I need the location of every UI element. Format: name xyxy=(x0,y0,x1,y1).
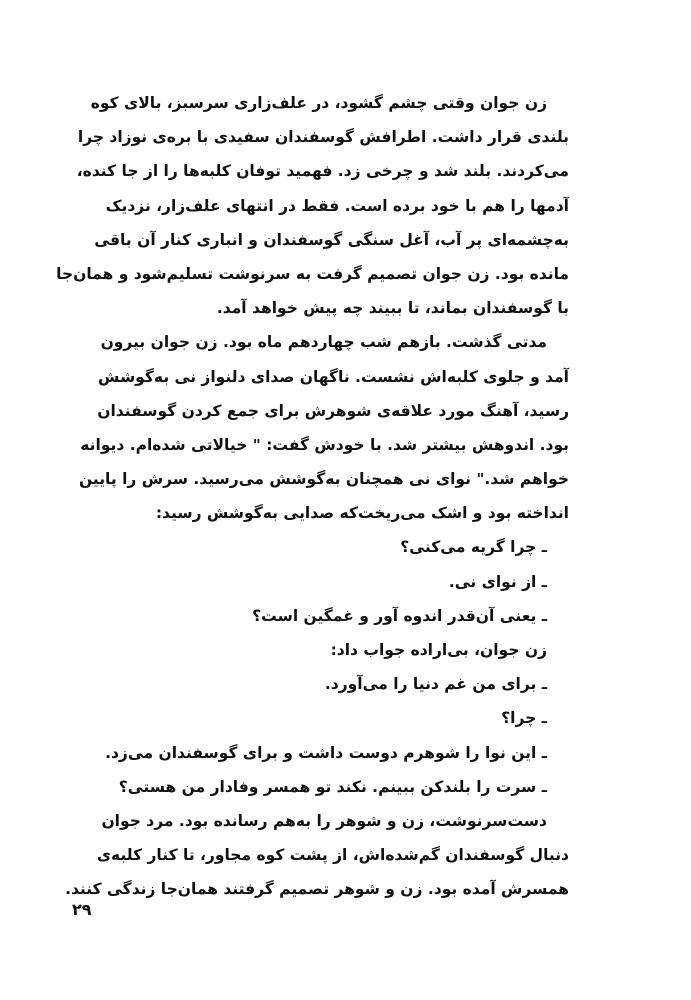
page-number: ۲۹ xyxy=(72,900,92,919)
text-line: همسرش آمده بود. زن و شوهر تصمیم گرفتند همان‌جا زندگی کنند. xyxy=(65,880,569,899)
text-line: زن جوان، بی‌اراده جواب داد: xyxy=(330,641,547,659)
dialogue-line: ـ این نوا را شوهرم دوست داشت و برای گوسفندان می‌زد. xyxy=(105,743,547,762)
text-line: رسید، آهنگ مورد علاقه‌ی شوهرش برای جمع کردن گوسفندان xyxy=(97,401,569,420)
text-line: خواهم شد." نوای نی همچنان به‌گوشش می‌رسید. سرش را پایین xyxy=(78,470,569,489)
dialogue-line: ـ یعنی آن‌قدر اندوه آور و غمگین است؟ xyxy=(252,606,547,625)
text-line: به‌چشمه‌ای پر آب، آغل سنگی گوسفندان و انباری کنار آن باقی xyxy=(94,230,569,249)
text-line: دنبال گوسفندان گم‌شده‌اش، از پشت کوه مجاور، تا کنار کلبه‌ی xyxy=(96,846,569,865)
text-line: بلندی قرار داشت. اطرافش گوسفندان سفیدی با بره‌ی نوزاد چرا xyxy=(77,128,569,147)
text-line: بود. اندوهش بیشتر شد. با خودش گفت: " خیالاتی شده‌ام. دیوانه xyxy=(80,435,569,454)
dialogue-line: ـ برای من غم دنیا را می‌آورد. xyxy=(324,675,547,694)
text-line: آمد و جلوی کلبه‌اش نشست. ناگهان صدای دلنواز نی به‌گوشش xyxy=(98,367,569,386)
text-line: زن جوان وقتی چشم گشود، در علف‌زاری سرسبز، بالای کوه xyxy=(90,94,547,112)
text-line: با گوسفندان بماند، تا ببیند چه پیش خواهد آمد. xyxy=(216,299,569,318)
text-line: مانده بود. زن جوان تصمیم گرفت به سرنوشت تسلیم‌شود و همان‌جا xyxy=(56,264,569,283)
text-line: دست‌سرنوشت، زن و شوهر را به‌هم رسانده بود. مرد جوان xyxy=(101,811,547,830)
dialogue-line: ـ سرت را بلندکن ببینم. نکند تو همسر وفادار من هستی؟ xyxy=(118,777,547,796)
dialogue-line: ـ چرا گریه می‌کنی؟ xyxy=(400,538,547,557)
text-line: می‌کردند. بلند شد و چرخی زد. فهمید توفان کلبه‌ها را از جا کنده، xyxy=(76,162,569,181)
text-line: آدمها را هم با خود برده است. فقط در انتهای علف‌زار، نزدیک xyxy=(105,196,569,215)
text-line: انداخته بود و اشک می‌ریخت‌که صدایی به‌گوشش رسید: xyxy=(155,504,569,523)
dialogue-line: ـ از نوای نی. xyxy=(448,572,547,591)
story-text xyxy=(56,86,569,907)
dialogue-line: ـ چرا؟ xyxy=(501,709,547,728)
text-line: مدتی گذشت. بازهم شب چهاردهم ماه بود. زن جوان بیرون xyxy=(100,333,547,352)
